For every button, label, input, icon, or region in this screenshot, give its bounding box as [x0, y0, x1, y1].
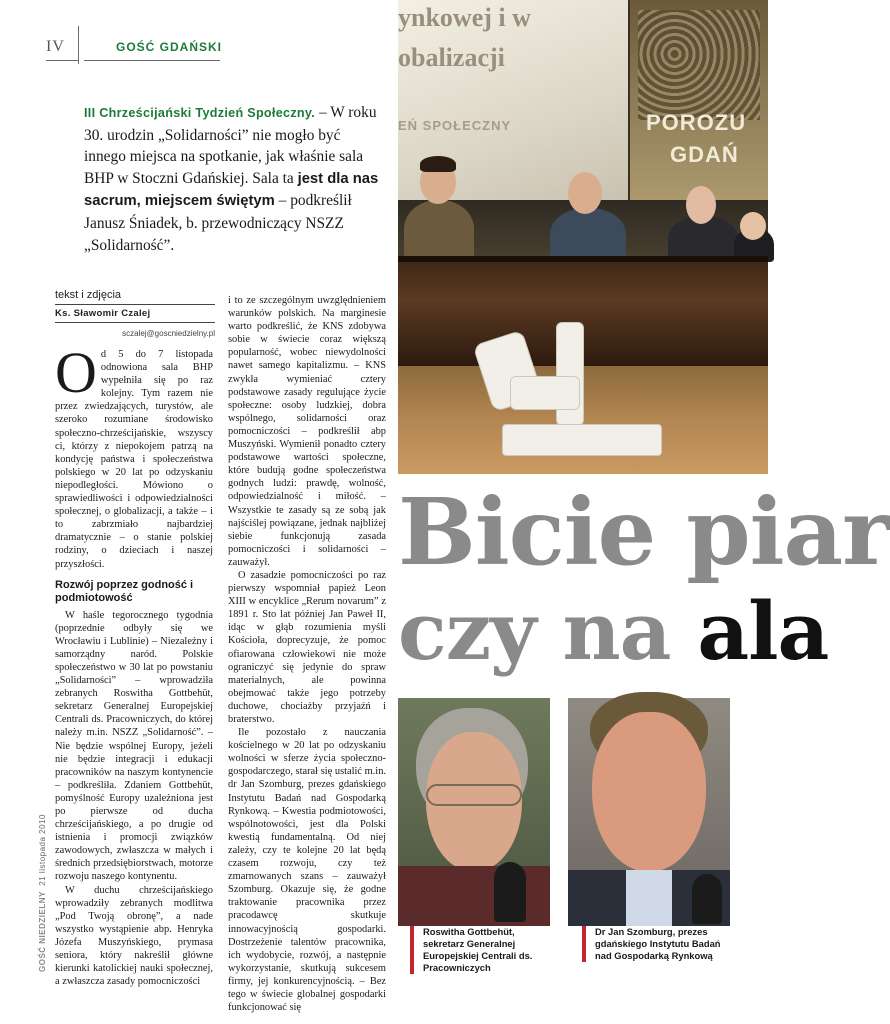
lead-paragraph	[84, 102, 384, 256]
photo-caption-szomburg: Dr Jan Szomburg, prezes gdańskiego Instytutu Badań nad Gospodarką Rynkową	[582, 926, 732, 962]
section-subhead: Rozwój poprzez godność i podmiotowość	[55, 578, 194, 604]
headline-line-1: Bicie piar	[398, 478, 890, 586]
screen-text-line1: ynkowej i w	[398, 3, 531, 32]
panel-table-edge	[398, 256, 768, 262]
poster-crowd-image	[638, 10, 760, 120]
portrait-2-face	[592, 712, 706, 872]
portrait-1-sweater	[398, 866, 550, 926]
panelist-4-head	[740, 212, 766, 240]
byline-label: tekst i zdjęcia	[55, 289, 215, 305]
lead-text-bold: jest dla nas sacrum, miejscem świętym	[84, 170, 379, 210]
article-column-2	[228, 294, 386, 1014]
panelist-3-head	[686, 186, 716, 224]
magazine-name: GOŚĆ GDAŃSKI	[116, 40, 223, 54]
lead-text-a: – W roku 30. urodzin „Solidarności” nie mogło być innego miejsca na spotkanie, jak właśnie sala BHP w Stoczni Gdańskiej. Sala ta	[84, 104, 377, 187]
portrait-1-glasses	[426, 784, 522, 806]
column2-paragraph-3: Ile pozostało z nauczania kościelnego w 20 lat po odzyskaniu wolności w sferze życia społeczno-gospodarczego, starał się ustalić m.in. dr Jan Szomburg, prezes gdańskiego Instytutu Badań nad Gospodarką Rynkową. – Kwestia podmiotowości, wspólnotowości, jest dla Polski kwestią fundamentalną. Od niej zależy, czy te kolejne 20 lat będą czasem rozwoju, czy też zmarnowanych szans – zauważył Szomburg. Okazuje się, że godne traktowanie pracownika przez pracodawcę skutkuje innowacyjnością gospodarki. Dostrzeżenie talentów pracownika, ich wydobycie, rozwój, a następnie wykorzystanie, skutkują sukcesem firmy, jej konkurencyjnością. – Bez tego w świecie globalnej gospodarki funkcjonować się	[228, 727, 386, 1014]
poster-text-line1: POROZU	[646, 110, 747, 135]
panelist-2	[550, 208, 626, 262]
screen-text-line3: EŃ SPOŁECZNY	[398, 118, 512, 133]
panelist-1	[404, 200, 474, 260]
portrait-szomburg	[568, 698, 730, 922]
sculpture-block-3	[510, 376, 580, 410]
byline-author: Ks. Sławomir Czalej	[55, 308, 215, 323]
vertical-folio	[38, 814, 47, 972]
header-rule-vertical	[78, 26, 79, 64]
lead-text-b: – podkreślił Janusz Śniadek, b. przewodniczący NSZZ „Solidarność”.	[84, 192, 352, 254]
headline-line-2-dark: ala	[697, 584, 829, 678]
portrait-gottbehut	[398, 698, 550, 922]
article-column-1	[55, 340, 213, 988]
header-rule-horizontal	[46, 60, 78, 61]
column2-paragraph-2: O zasadzie pomocniczości po raz pierwszy wspomniał papież Leon XIII w encyklice „Rerum novarum” z 1891 r. Sto lat później Jan Paweł II, idąc w głąb rozumienia myśli Kościoła, doprecyzuje, że pomoc ofiarowana człowiekowi nie może ograniczyć się jedynie do spraw materialnych, ale powinna obejmować także jego potrzeby duchowe, chociażby przyjaźń i braterstwo.	[228, 569, 386, 725]
column2-paragraph-1: i to ze szczególnym uwzględnieniem warunków polskich. Na marginesie warto podkreślić, że KNS zdobywa sobie w świecie coraz większą popularność, wobec niewydolności nawet samego kapitalizmu. – KNS zwykła wymieniać cztery podstawowe zasady regulujące życie społeczne: osoby ludzkiej, dobra wspólnego, solidarności oraz pomocniczości – podkreślił abp Muszyński. Wymienił ponadto cztery podstawowe wartości społeczne, które budują godne społeczeństwa godnych ludzi: prawdę, wolność, odpowiedzialność i miłość. – Wszystkie te zasady są ze sobą jak najściślej powiązane, jednak najbliżej siebie funkcjonują zasada pomocniczości i solidarności – zauważył.	[228, 295, 386, 568]
conference-photo	[398, 0, 768, 474]
microphone	[692, 874, 722, 924]
byline-email: sczalej@goscniedzielny.pl	[122, 329, 215, 338]
poster-text-line2: GDAŃ	[670, 142, 739, 167]
page-number: IV	[46, 38, 65, 55]
sculpture-base	[502, 424, 662, 456]
panelist-1-hair	[420, 156, 456, 172]
byline	[55, 289, 215, 338]
portrait-2-shirt	[626, 870, 672, 926]
sculpture-block-2	[556, 322, 584, 426]
folio-magazine: GOŚĆ NIEDZIELNY	[38, 891, 47, 972]
drop-cap: O	[55, 340, 97, 405]
column1-paragraph-1	[55, 340, 213, 571]
column1-paragraph-2: W haśle tegorocznego tygodnia (poprzednie odbyły się we Wrocławiu i Lublinie) – Niezależny i samorządny naród. Polskie społeczeństwo w 30 lat po powstaniu „Solidarności” – wprowadziła zebranych Roswitha Gottbehüt, sekretarz Generalnej Europejskiej Centrali ds. Pracowniczych, do której należy m.in. NSZZ „Solidarność”. – Nie będzie wspólnej Europy, jeżeli nie będzie integracji i edukacji pracowników na naszym kontynencie – podkreśliła. Zdaniem Gottbehüt, pomyślność Europy uzależniona jest po pierwsze od ducha chrześcijańskiego, a po drugie od istnienia i promocji związków zawodowych, zwłaszcza w małych i średnich przedsiębiorstwach, motorze rozwoju naszego kontynentu.	[55, 609, 213, 883]
header-rule-horizontal-right	[84, 60, 220, 61]
column1-p1-text: d 5 do 7 listopada odnowiona sala BHP wypełniła się po raz kolejny. Tym razem nie przez zwiedzających, turystów, ale szeroko rozumiane środowisko społeczno-chrześcijańskie, wszyscy ci, którzy z niepokojem patrzą na kondycję państwa i społeczeństwa polskiego w 20 lat po odzyskaniu niepodległości. Mówiono o sprawiedliwości i odpowiedzialności społecznej, o globalizacji, a także – i to zabrzmiało najbardziej dramatycznie – o stanie polskiej rodziny, o dzieciach i naszej przyszłości.	[55, 349, 213, 570]
column1-paragraph-3: W duchu chrześcijańskiego wprowadziły zebranych modlitwa „Pod Twoją obronę”, a nade wszystko wystąpienie abp. Henryka Józefa Muszyńskiego, prymasa seniora, który nakreślił główne kierunki katolickiej nauki społecznej, a zwłaszcza zasady pomocniczości	[55, 884, 213, 988]
photo-caption-gottbehut: Roswitha Gottbehüt, sekretarz Generalnej Europejskiej Centrali ds. Pracowniczych	[410, 926, 550, 974]
headline-line-2	[398, 584, 828, 678]
microphone	[494, 862, 526, 922]
folio-date: 21 listopada 2010	[38, 814, 47, 886]
screen-text-line2: obalizacji	[398, 43, 505, 72]
headline-line-2-light: czy na	[398, 584, 698, 678]
lead-kicker: III Chrześcijański Tydzień Społeczny.	[84, 106, 316, 120]
panelist-2-head	[568, 172, 602, 214]
